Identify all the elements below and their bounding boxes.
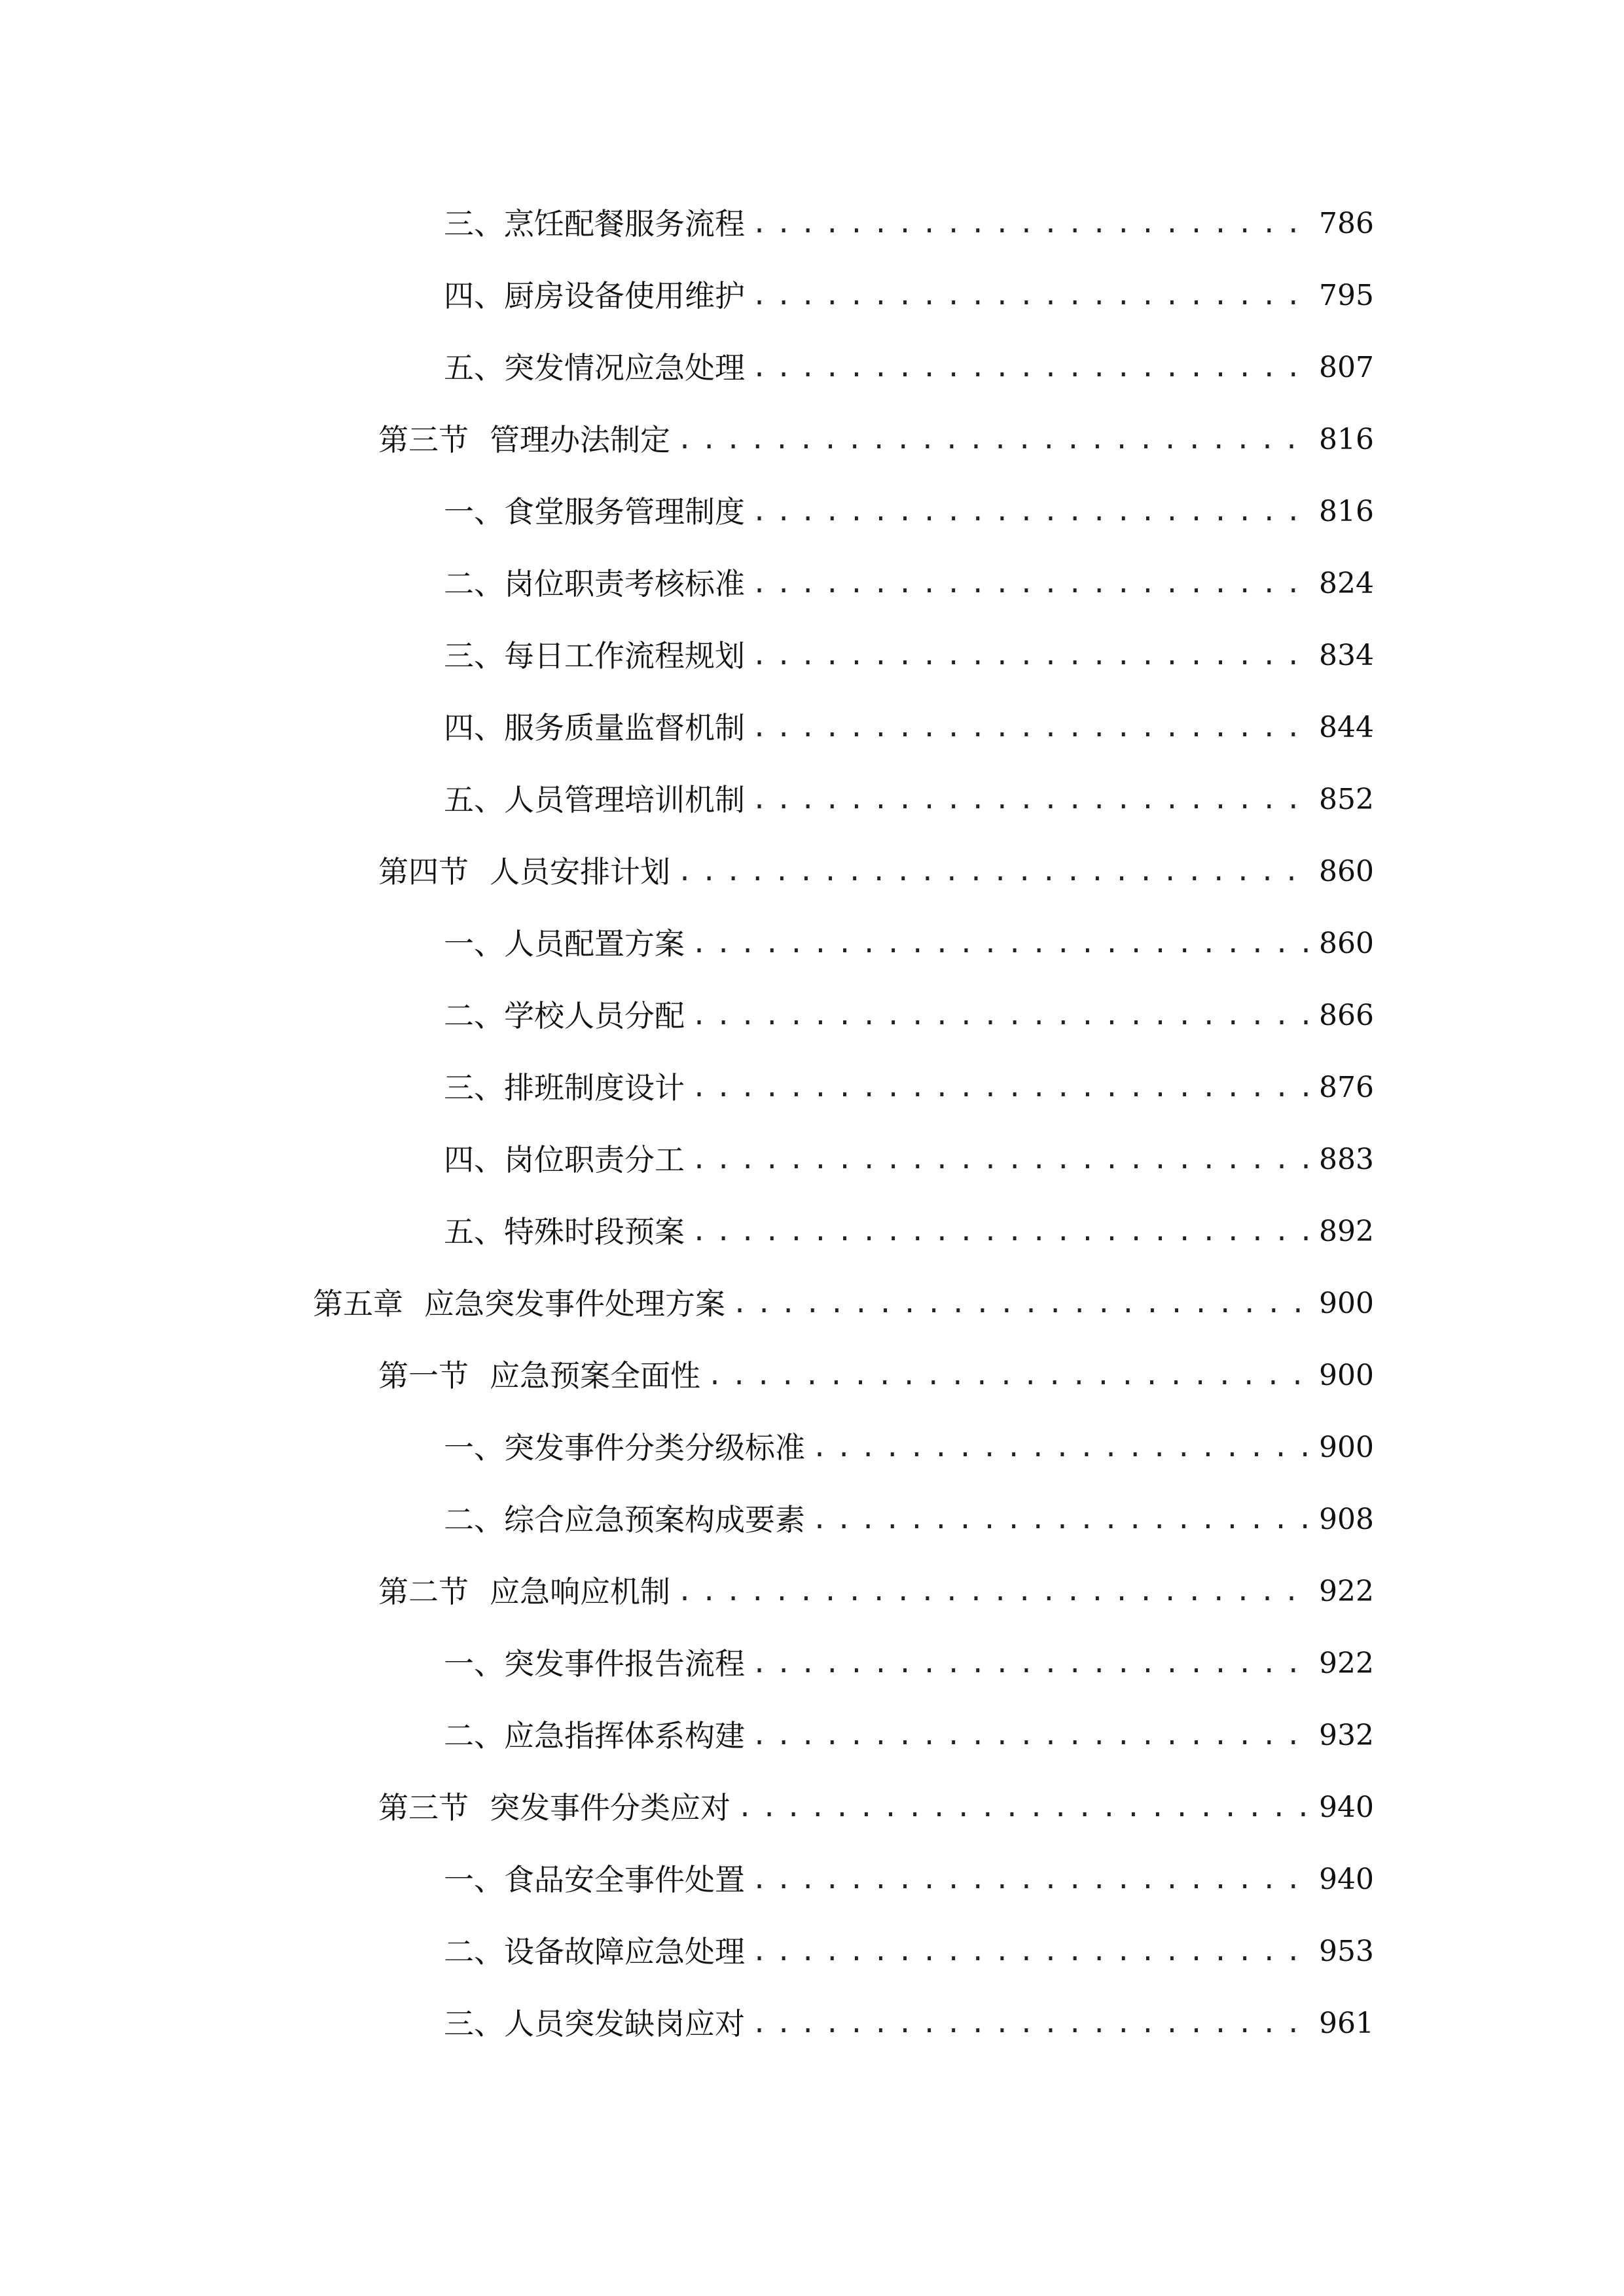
toc-entry-page-number: 892: [1319, 1215, 1374, 1248]
toc-entry-page-number: 922: [1319, 1647, 1374, 1680]
toc-entry-title: 设备故障应急处理: [504, 1934, 745, 1969]
toc-entry-title: 突发事件分类分级标准: [504, 1430, 805, 1465]
toc-entry-page-number: 883: [1319, 1143, 1374, 1176]
toc-entry-page-number: 860: [1319, 927, 1374, 960]
toc-entry-number: 二、: [444, 1718, 504, 1753]
toc-entry[interactable]: [444, 983, 1374, 1035]
toc-entry-title: 综合应急预案构成要素: [504, 1502, 805, 1537]
toc-entry[interactable]: [444, 623, 1374, 675]
toc-entry[interactable]: [444, 1631, 1374, 1683]
toc-entry[interactable]: [444, 1703, 1374, 1755]
toc-entry-title: 厨房设备使用维护: [504, 278, 745, 314]
toc-entry-title: 每日工作流程规划: [504, 638, 745, 673]
toc-entry[interactable]: [444, 1199, 1374, 1251]
toc-dot-leader: [751, 780, 1310, 819]
toc-entry-page-number: 922: [1319, 1575, 1374, 1608]
toc-entry[interactable]: [444, 1127, 1374, 1179]
toc-entry-title: 食堂服务管理制度: [504, 494, 745, 529]
toc-entry-page-number: 908: [1319, 1503, 1374, 1536]
toc-entry-number: 一、: [444, 1862, 504, 1897]
toc-entry-number: 第三节: [378, 422, 469, 457]
toc-entry[interactable]: [444, 911, 1374, 963]
toc-entry-page-number: 844: [1319, 711, 1374, 744]
toc-entry-title: 人员管理培训机制: [504, 782, 745, 817]
toc-entry-number: 四、: [444, 278, 504, 314]
toc-entry[interactable]: [444, 335, 1374, 387]
toc-entry[interactable]: [444, 1847, 1374, 1899]
toc-dot-leader: [677, 1572, 1310, 1611]
toc-entry-page-number: 876: [1319, 1071, 1374, 1104]
toc-entry-title: 岗位职责分工: [504, 1142, 685, 1177]
toc-entry[interactable]: [444, 1919, 1374, 1971]
toc-entry-title: 突发事件报告流程: [504, 1646, 745, 1681]
toc-dot-leader: [751, 492, 1310, 531]
toc-entry[interactable]: [444, 1487, 1374, 1539]
toc-dot-leader: [677, 420, 1310, 459]
toc-entry-number: 三、: [444, 206, 504, 242]
toc-entry-page-number: 834: [1319, 639, 1374, 672]
toc-dot-leader: [751, 1860, 1310, 1899]
toc-entry-page-number: 940: [1319, 1791, 1374, 1824]
toc-dot-leader: [751, 276, 1310, 315]
toc-entry-number: 第五章: [313, 1286, 403, 1321]
toc-entry-page-number: 816: [1319, 495, 1374, 528]
toc-dot-leader: [691, 1212, 1310, 1251]
toc-entry-title: 突发情况应急处理: [504, 350, 745, 386]
toc-entry[interactable]: [378, 1559, 1374, 1611]
toc-dot-leader: [751, 636, 1310, 675]
toc-entry[interactable]: [378, 1343, 1374, 1395]
toc-entry-title: 人员配置方案: [504, 926, 685, 961]
toc-entry-page-number: 807: [1319, 351, 1374, 384]
toc-entry-title: 应急响应机制: [490, 1574, 670, 1609]
toc-entry[interactable]: [444, 1991, 1374, 2043]
toc-entry-title: 排班制度设计: [504, 1070, 685, 1105]
toc-entry-title: 服务质量监督机制: [504, 710, 745, 745]
toc-entry-number: 二、: [444, 998, 504, 1033]
toc-entry[interactable]: [378, 407, 1374, 459]
toc-entry-number: 第一节: [378, 1358, 469, 1393]
toc-dot-leader: [751, 348, 1310, 387]
toc-entry-page-number: 900: [1319, 1287, 1374, 1320]
toc-entry[interactable]: [444, 191, 1374, 243]
toc-dot-leader: [751, 204, 1310, 243]
toc-entry-number: 三、: [444, 2006, 504, 2041]
toc-entry-page-number: 900: [1319, 1431, 1374, 1464]
toc-entry-page-number: 932: [1319, 1719, 1374, 1752]
toc-dot-leader: [751, 1644, 1310, 1683]
toc-dot-leader: [751, 708, 1310, 747]
toc-entry-title: 岗位职责考核标准: [504, 566, 745, 601]
toc-dot-leader: [691, 924, 1310, 963]
toc-entry-number: 一、: [444, 494, 504, 529]
toc-dot-leader: [812, 1428, 1310, 1467]
toc-entry-page-number: 961: [1319, 2007, 1374, 2040]
toc-entry-title: 食品安全事件处置: [504, 1862, 745, 1897]
toc-dot-leader: [751, 1716, 1310, 1755]
toc-dot-leader: [691, 996, 1310, 1035]
toc-entry-number: 第四节: [378, 854, 469, 889]
toc-entry-page-number: 940: [1319, 1863, 1374, 1896]
toc-entry-title: 应急指挥体系构建: [504, 1718, 745, 1753]
toc-entry-title: 烹饪配餐服务流程: [504, 206, 745, 242]
toc-dot-leader: [751, 2004, 1310, 2043]
toc-entry-number: 一、: [444, 1646, 504, 1681]
table-of-contents: [0, 191, 1624, 2155]
toc-dot-leader: [691, 1068, 1310, 1107]
toc-dot-leader: [751, 1932, 1310, 1971]
toc-entry[interactable]: [444, 551, 1374, 603]
toc-dot-leader: [737, 1788, 1310, 1827]
toc-dot-leader: [691, 1140, 1310, 1179]
toc-entry-title: 应急预案全面性: [490, 1358, 700, 1393]
toc-entry-title: 人员安排计划: [490, 854, 670, 889]
toc-entry[interactable]: [444, 1055, 1374, 1107]
toc-entry-title: 应急突发事件处理方案: [424, 1286, 725, 1321]
toc-entry-number: 二、: [444, 1502, 504, 1537]
toc-entry-number: 五、: [444, 782, 504, 817]
toc-entry-page-number: 816: [1319, 423, 1374, 456]
toc-entry-number: 三、: [444, 638, 504, 673]
toc-entry[interactable]: [444, 479, 1374, 531]
toc-entry-number: 一、: [444, 1430, 504, 1465]
toc-entry-page-number: 866: [1319, 999, 1374, 1032]
toc-dot-leader: [707, 1356, 1310, 1395]
toc-entry-title: 管理办法制定: [490, 422, 670, 457]
toc-entry-page-number: 860: [1319, 855, 1374, 888]
toc-entry-title: 突发事件分类应对: [490, 1790, 731, 1825]
toc-entry-number: 第二节: [378, 1574, 469, 1609]
toc-entry-number: 二、: [444, 1934, 504, 1969]
toc-entry-page-number: 786: [1319, 207, 1374, 240]
toc-dot-leader: [812, 1500, 1310, 1539]
toc-dot-leader: [751, 564, 1310, 603]
toc-entry-number: 四、: [444, 1142, 504, 1177]
toc-entry[interactable]: [444, 1415, 1374, 1467]
toc-dot-leader: [677, 852, 1310, 891]
toc-entry-number: 第三节: [378, 1790, 469, 1825]
toc-entry-page-number: 900: [1319, 1359, 1374, 1392]
toc-entry-number: 二、: [444, 566, 504, 601]
toc-entry-title: 学校人员分配: [504, 998, 685, 1033]
toc-entry[interactable]: [313, 1271, 1374, 1323]
toc-entry-page-number: 824: [1319, 567, 1374, 600]
toc-entry-page-number: 795: [1319, 279, 1374, 312]
toc-dot-leader: [732, 1284, 1310, 1323]
toc-entry-number: 三、: [444, 1070, 504, 1105]
toc-entry[interactable]: [444, 263, 1374, 315]
toc-entry-number: 四、: [444, 710, 504, 745]
toc-entry-page-number: 953: [1319, 1935, 1374, 1968]
toc-entry-page-number: 852: [1319, 783, 1374, 816]
toc-entry-number: 五、: [444, 350, 504, 386]
toc-entry[interactable]: [444, 695, 1374, 747]
toc-entry-title: 特殊时段预案: [504, 1214, 685, 1249]
toc-entry-number: 五、: [444, 1214, 504, 1249]
toc-entry-number: 一、: [444, 926, 504, 961]
toc-entry[interactable]: [444, 767, 1374, 819]
toc-entry-title: 人员突发缺岗应对: [504, 2006, 745, 2041]
toc-entry[interactable]: [378, 839, 1374, 891]
toc-entry[interactable]: [378, 1775, 1374, 1827]
